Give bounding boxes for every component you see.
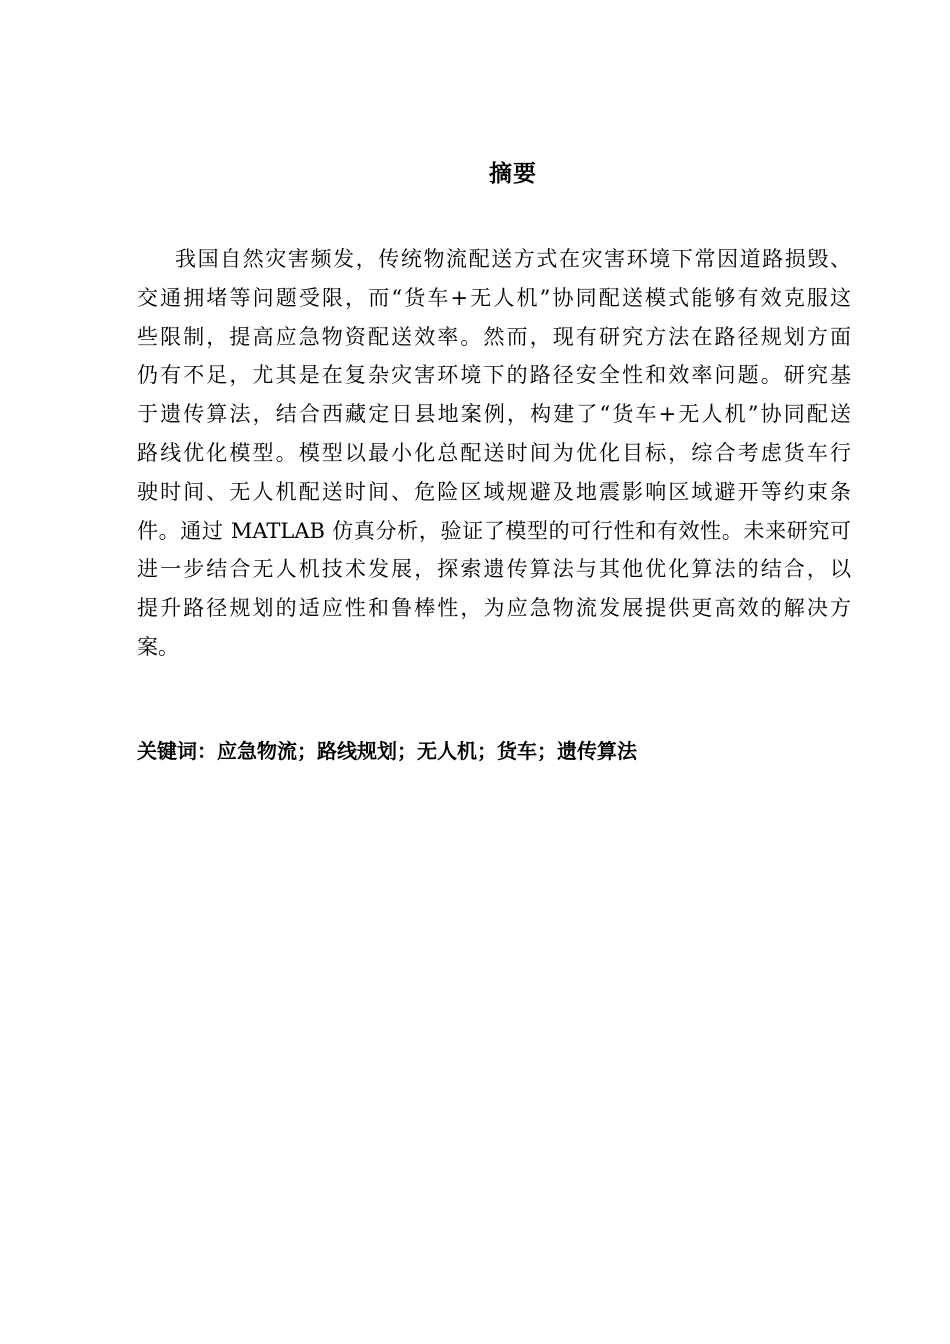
keywords-line: 关键词：应急物流；路线规划；无人机；货车；遗传算法 (137, 739, 637, 763)
abstract-line: 驶时间、无人机配送时间、危险区域规避及地震影响区域避开等约束条 (137, 479, 851, 504)
abstract-line: 路线优化模型。模型以最小化总配送时间为优化目标，综合考虑货车行 (137, 440, 851, 465)
abstract-line: 提升路径规划的适应性和鲁棒性，为应急物流发展提供更高效的解决方 (137, 596, 851, 621)
abstract-line: 我国自然灾害频发，传统物流配送方式在灾害环境下常因道路损毁、 (175, 247, 851, 271)
abstract-line: 进一步结合无人机技术发展，探索遗传算法与其他优化算法的结合，以 (137, 557, 851, 582)
abstract-line: 仍有不足，尤其是在复杂灾害环境下的路径安全性和效率问题。研究基 (137, 363, 851, 388)
page-title: 摘要 (489, 161, 537, 187)
abstract-line: 于遗传算法，结合西藏定日县地案例，构建了“货车+无人机”协同配送 (137, 402, 851, 427)
abstract-body (137, 240, 851, 667)
abstract-line: 案。 (137, 634, 179, 659)
abstract-line: 些限制，提高应急物资配送效率。然而，现有研究方法在路径规划方面 (137, 324, 851, 349)
abstract-line: 交通拥堵等问题受限，而“货车+无人机”协同配送模式能够有效克服这 (137, 285, 851, 310)
abstract-line: 件。通过 MATLAB 仿真分析，验证了模型的可行性和有效性。未来研究可 (137, 518, 851, 543)
